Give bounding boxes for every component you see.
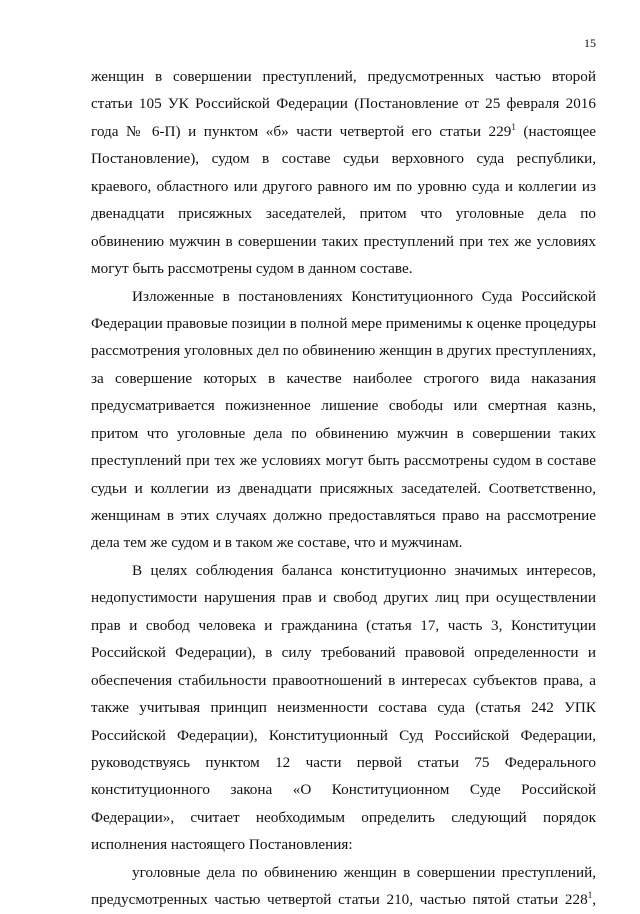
text-line: женщинам в этих случаях должно предоставляться право на рассмотрение <box>91 507 596 524</box>
text-line: руководствуясь пунктом 12 части первой статьи 75 Федерального <box>91 753 596 771</box>
text-line: недопустимости нарушения прав и свобод других лиц при осуществлении <box>91 589 596 607</box>
text-line: статьи 105 УК Российской Федерации (Постановление от 25 февраля 2016 <box>91 95 596 113</box>
text-line: Постановление), судом в составе судьи верховного суда республики, <box>91 150 596 168</box>
text-segment: предусмотренных частью четвертой статьи 210, частью пятой статьи 228 <box>91 891 588 909</box>
text-line: за совершение которых в качестве наиболее строгого вида наказания <box>91 369 596 387</box>
text-line: конституционного закона «О Конституционном Суде Российской <box>91 781 596 799</box>
paragraph <box>91 859 596 914</box>
text-line: обеспечения стабильности правоотношений в интересах субъектов права, а <box>91 671 596 689</box>
text-line: могут быть рассмотрены судом в данном составе. <box>91 260 413 278</box>
text-line: судьи и коллегии из двенадцати присяжных заседателей. Соответственно, <box>91 479 596 497</box>
text-line: краевого, областного или другого равного им по уровню суда и коллегии из <box>91 177 596 195</box>
paragraph <box>91 283 596 557</box>
footnote-superscript: 1 <box>587 890 593 901</box>
text-line: В целях соблюдения баланса конституционно значимых интересов, <box>132 561 596 579</box>
paragraph <box>91 63 596 283</box>
text-segment: (настоящее <box>515 122 596 140</box>
text-line: уголовные дела по обвинению женщин в совершении преступлений, <box>132 863 596 881</box>
text-line: преступлений при тех же условиях могут быть рассмотрены судом в составе <box>91 452 596 470</box>
text-line: прав и свобод человека и гражданина (статья 17, часть 3, Конституции <box>91 616 596 634</box>
text-line: также учитывая принцип неизменности состава суда (статья 242 УПК <box>91 699 596 717</box>
text-line: притом что уголовные дела по обвинению мужчин в совершении таких <box>91 424 596 442</box>
text-line: дела тем же судом и в таком же составе, что и мужчинам. <box>91 534 463 552</box>
text-segment: , <box>592 891 596 909</box>
text-line <box>91 118 596 145</box>
text-line: Изложенные в постановлениях Конституционного Суда Российской <box>132 287 596 305</box>
text-line: рассмотрения уголовных дел по обвинению женщин в других преступлениях, <box>91 342 597 360</box>
text-line <box>91 886 596 913</box>
text-line: Федерации», считает необходимым определить следующий порядок <box>91 808 596 826</box>
text-segment: года № 6-П) и пунктом «б» части четвертой его статьи 229 <box>91 122 512 140</box>
text-line: Федерации правовые позиции в полной мере применимы к оценке процедуры <box>91 314 597 332</box>
footnote-superscript: 1 <box>511 121 516 132</box>
text-line: Российской Федерации), в силу требований правовой определенности и <box>91 644 596 662</box>
paragraph <box>91 557 596 859</box>
text-line: Российской Федерации), Конституционный Суд Российской Федерации, <box>91 726 596 744</box>
document-body <box>91 63 596 914</box>
text-line: женщин в совершении преступлений, предусмотренных частью второй <box>91 68 596 85</box>
text-line: исполнения настоящего Постановления: <box>91 836 353 854</box>
text-line: обвинению мужчин в совершении таких преступлений при тех же условиях <box>91 232 596 250</box>
text-line: предусматривается пожизненное лишение свободы или смертная казнь, <box>91 397 596 415</box>
text-line: двенадцати присяжных заседателей, притом что уголовные дела по <box>91 205 596 223</box>
page-number: 15 <box>584 36 596 50</box>
